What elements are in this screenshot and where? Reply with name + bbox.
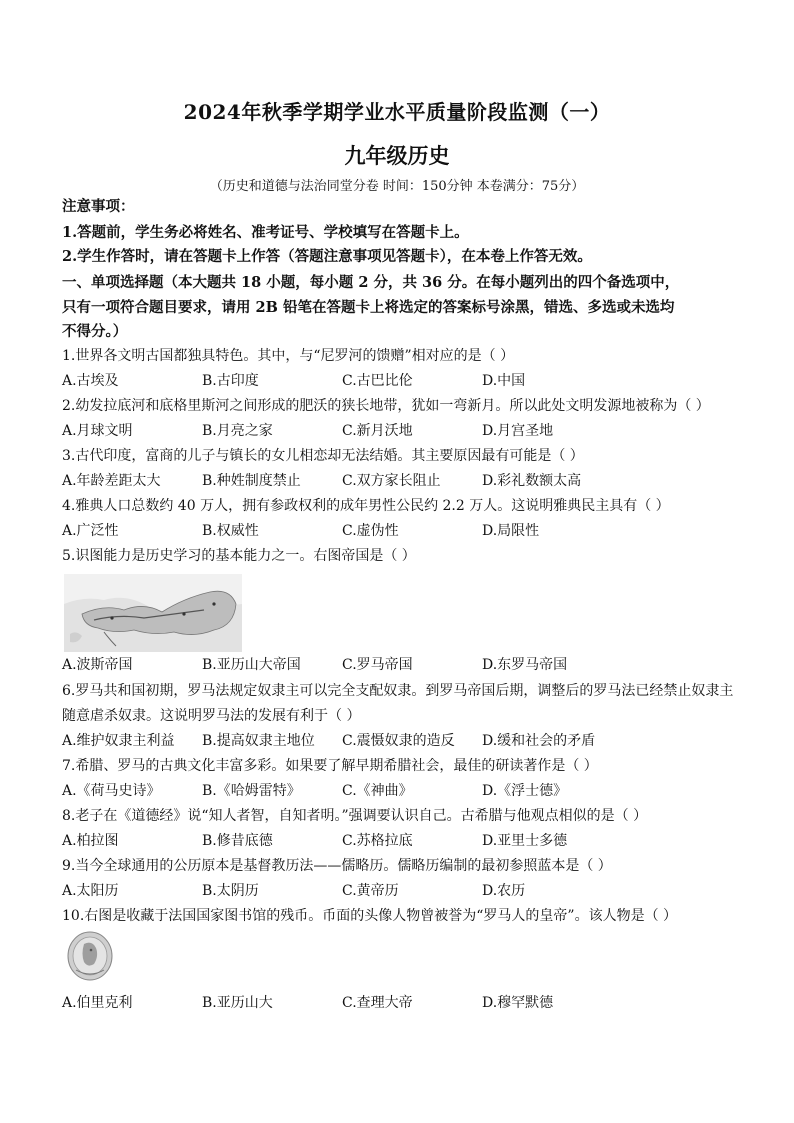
option-c: C.苏格拉底 [342, 833, 413, 849]
question-stem: 8.老子在《道德经》说“知人者智，自知者明。”强调要认识自己。古希腊与他观点相似的是（ ） [62, 808, 648, 824]
option-c: C.《神曲》 [342, 783, 413, 799]
option-d: D.农历 [482, 883, 526, 899]
question-stem: 6.罗马共和国初期，罗马法规定奴隶主可以完全支配奴隶。到罗马帝国后期，调整后的罗马法已经禁止奴隶主 [62, 683, 734, 699]
option-b: B.《哈姆雷特》 [202, 783, 301, 799]
notice-heading: 注意事项： [62, 198, 135, 215]
option-d: D.东罗马帝国 [482, 657, 568, 673]
notice-item: 2.学生作答时，请在答题卡上作答（答题注意事项见答题卡），在本卷上作答无效。 [62, 248, 592, 265]
option-b: B.修昔底德 [202, 833, 273, 849]
option-row [62, 881, 742, 901]
option-c: C.双方家长阻止 [342, 473, 441, 489]
option-row [62, 831, 742, 851]
option-c: C.虚伪性 [342, 523, 399, 539]
option-row [62, 471, 742, 491]
option-a: A.伯里克利 [62, 995, 133, 1011]
option-a: A.维护奴隶主利益 [62, 733, 175, 749]
option-d: D.亚里士多德 [482, 833, 568, 849]
option-c: C.古巴比伦 [342, 373, 413, 389]
question-stem: 9.当今全球通用的公历原本是基督教历法——儒略历。儒略历编制的最初参照蓝本是（ ） [62, 858, 612, 874]
option-b: B.月亮之家 [202, 423, 273, 439]
question-stem: 5.识图能力是历史学习的基本能力之一。右图帝国是（ ） [62, 548, 416, 564]
option-d: D.局限性 [482, 523, 540, 539]
empire-map-figure [64, 574, 242, 652]
option-a: A.古埃及 [62, 373, 119, 389]
option-b: B.古印度 [202, 373, 259, 389]
question-stem: 3.古代印度，富商的儿子与镇长的女儿相恋却无法结婚。其主要原因最有可能是（ ） [62, 448, 584, 464]
option-a: A.太阳历 [62, 883, 119, 899]
option-c: C.新月沃地 [342, 423, 413, 439]
section-instruction: 不得分。） [62, 323, 128, 340]
option-b: B.太阴历 [202, 883, 259, 899]
question-stem: 随意虐杀奴隶。这说明罗马法的发展有利于（ ） [62, 708, 361, 724]
coin-figure [66, 930, 114, 982]
option-a: A.《荷马史诗》 [62, 783, 161, 799]
exam-title: 2024年秋季学期学业水平质量阶段监测（一） [183, 100, 611, 124]
question-stem: 2.幼发拉底河和底格里斯河之间形成的肥沃的狭长地带，犹如一弯新月。所以此处文明发源地被称为（ ） [62, 398, 710, 414]
option-d: D.中国 [482, 373, 526, 389]
option-row [62, 993, 742, 1013]
option-d: D.缓和社会的矛盾 [482, 733, 596, 749]
option-a: A.广泛性 [62, 523, 119, 539]
option-d: D.月宫圣地 [482, 423, 554, 439]
question-stem: 7.希腊、罗马的古典文化丰富多彩。如果要了解早期希腊社会，最佳的研读著作是（ ） [62, 758, 598, 774]
option-a: A.年龄差距太大 [62, 473, 161, 489]
option-row [62, 731, 742, 751]
option-c: C.震慑奴隶的造反 [342, 733, 455, 749]
option-d: D.《浮士德》 [482, 783, 568, 799]
option-a: A.月球文明 [62, 423, 133, 439]
option-d: D.穆罕默德 [482, 995, 554, 1011]
option-c: C.黄帝历 [342, 883, 399, 899]
question-stem: 10.右图是收藏于法国国家图书馆的残币。币面的头像人物曾被誉为“罗马人的皇帝”。该人物是（ ） [62, 908, 678, 924]
option-a: A.波斯帝国 [62, 657, 133, 673]
option-row [62, 781, 742, 801]
question-stem: 4.雅典人口总数约 40 万人，拥有参政权利的成年男性公民约 2.2 万人。这说明雅典民主具有（ ） [62, 498, 670, 514]
option-b: B.提高奴隶主地位 [202, 733, 315, 749]
option-b: B.种姓制度禁止 [202, 473, 301, 489]
option-c: C.查理大帝 [342, 995, 413, 1011]
option-b: B.亚历山大 [202, 995, 273, 1011]
option-a: A.柏拉图 [62, 833, 119, 849]
option-b: B.亚历山大帝国 [202, 657, 301, 673]
question-stem: 1.世界各文明古国都独具特色。其中，与“尼罗河的馈赠”相对应的是（ ） [62, 348, 515, 364]
option-row [62, 421, 742, 441]
exam-note: （历史和道德与法治同堂分卷 时间：150分钟 本卷满分：75分） [209, 179, 585, 194]
option-row [62, 521, 742, 541]
option-c: C.罗马帝国 [342, 657, 413, 673]
option-row [62, 371, 742, 391]
exam-subtitle: 九年级历史 [344, 143, 450, 168]
option-b: B.权威性 [202, 523, 259, 539]
section-instruction: 只有一项符合题目要求，请用 2B 铅笔在答题卡上将选定的答案标号涂黑，错选、多选或未选均 [62, 299, 675, 316]
section-instruction: 一、单项选择题（本大题共 18 小题，每小题 2 分，共 36 分。在每小题列出的四个备选项中， [62, 274, 680, 291]
option-d: D.彩礼数额太高 [482, 473, 582, 489]
notice-item: 1.答题前，学生务必将姓名、准考证号、学校填写在答题卡上。 [62, 224, 469, 241]
option-row [62, 655, 742, 675]
